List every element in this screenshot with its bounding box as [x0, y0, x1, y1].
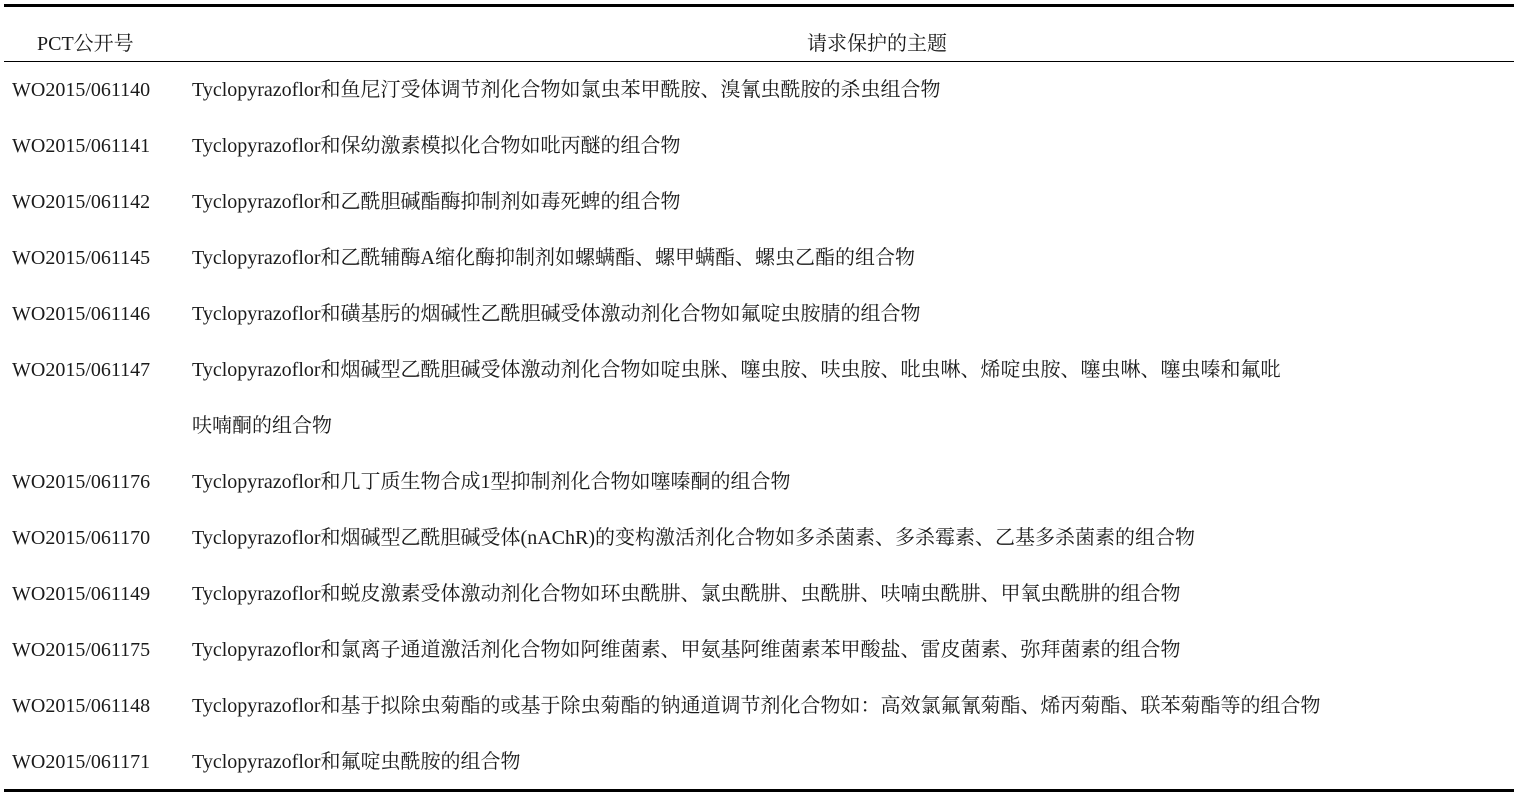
table-row — [4, 342, 1514, 454]
claimed-subject-cell — [182, 678, 1514, 734]
table-row — [4, 622, 1514, 678]
pct-number-cell: WO2015/061141 — [12, 135, 151, 157]
header-pct-number: PCT公开号 — [37, 33, 134, 55]
table-row — [4, 118, 1514, 174]
subject-text-line: Tyclopyrazoflor和基于拟除虫菊酯的或基于除虫菊酯的钠通道调节剂化合物如：高效氯氟氰菊酯、烯丙菊酯、联苯菊酯等的组合物 — [192, 695, 1321, 717]
subject-text-line: Tyclopyrazoflor和几丁质生物合成1型抑制剂化合物如噻嗪酮的组合物 — [192, 471, 791, 493]
table-row — [4, 566, 1514, 622]
header-claimed-subject: 请求保护的主题 — [807, 33, 947, 55]
claimed-subject-cell — [182, 566, 1514, 622]
pct-number-cell: WO2015/061175 — [12, 639, 151, 661]
table-row — [4, 678, 1514, 734]
subject-text-line: 呋喃酮的组合物 — [192, 415, 332, 437]
subject-text-line: Tyclopyrazoflor和乙酰辅酶A缩化酶抑制剂如螺螨酯、螺甲螨酯、螺虫乙酯的组合物 — [192, 247, 915, 269]
subject-text-line: Tyclopyrazoflor和鱼尼汀受体调节剂化合物如氯虫苯甲酰胺、溴氰虫酰胺的杀虫组合物 — [192, 79, 941, 101]
claimed-subject-cell — [182, 342, 1514, 454]
claimed-subject-cell — [182, 62, 1514, 118]
pct-number-cell: WO2015/061149 — [12, 583, 151, 605]
subject-text-line: Tyclopyrazoflor和乙酰胆碱酯酶抑制剂如毒死蜱的组合物 — [192, 191, 681, 213]
table-row — [4, 734, 1514, 790]
claimed-subject-cell — [182, 622, 1514, 678]
pct-number-cell: WO2015/061170 — [12, 527, 151, 549]
claimed-subject-cell — [182, 230, 1514, 286]
bottom-rule — [4, 789, 1514, 792]
subject-text-line: Tyclopyrazoflor和磺基肟的烟碱性乙酰胆碱受体激动剂化合物如氟啶虫胺腈的组合物 — [192, 303, 921, 325]
subject-text-line: Tyclopyrazoflor和蜕皮激素受体激动剂化合物如环虫酰肼、氯虫酰肼、虫酰肼、呋喃虫酰肼、甲氧虫酰肼的组合物 — [192, 583, 1181, 605]
claimed-subject-cell — [182, 734, 1514, 790]
pct-number-cell: WO2015/061148 — [12, 695, 151, 717]
subject-text-line: Tyclopyrazoflor和烟碱型乙酰胆碱受体激动剂化合物如啶虫脒、噻虫胺、呋虫胺、吡虫啉、烯啶虫胺、噻虫啉、噻虫嗪和氟吡 — [192, 359, 1281, 381]
pct-number-cell: WO2015/061171 — [12, 751, 151, 773]
table-row — [4, 174, 1514, 230]
table-header — [4, 7, 1514, 61]
subject-text-line: Tyclopyrazoflor和烟碱型乙酰胆碱受体(nAChR)的变构激活剂化合物如多杀菌素、多杀霉素、乙基多杀菌素的组合物 — [192, 527, 1195, 549]
table-row — [4, 454, 1514, 510]
table-body — [4, 62, 1514, 790]
pct-number-cell: WO2015/061146 — [12, 303, 151, 325]
pct-number-cell: WO2015/061147 — [12, 359, 151, 381]
claimed-subject-cell — [182, 454, 1514, 510]
subject-text-line: Tyclopyrazoflor和保幼激素模拟化合物如吡丙醚的组合物 — [192, 135, 681, 157]
pct-number-cell: WO2015/061142 — [12, 191, 151, 213]
subject-text-line: Tyclopyrazoflor和氟啶虫酰胺的组合物 — [192, 751, 521, 773]
table-row — [4, 230, 1514, 286]
table-row — [4, 62, 1514, 118]
pct-number-cell: WO2015/061145 — [12, 247, 151, 269]
pct-number-cell: WO2015/061140 — [12, 79, 151, 101]
table-row — [4, 510, 1514, 566]
patent-table — [4, 4, 1514, 793]
pct-number-cell: WO2015/061176 — [12, 471, 151, 493]
table-row — [4, 286, 1514, 342]
claimed-subject-cell — [182, 118, 1514, 174]
claimed-subject-cell — [182, 174, 1514, 230]
claimed-subject-cell — [182, 510, 1514, 566]
claimed-subject-cell — [182, 286, 1514, 342]
subject-text-line: Tyclopyrazoflor和氯离子通道激活剂化合物如阿维菌素、甲氨基阿维菌素苯甲酸盐、雷皮菌素、弥拜菌素的组合物 — [192, 639, 1181, 661]
